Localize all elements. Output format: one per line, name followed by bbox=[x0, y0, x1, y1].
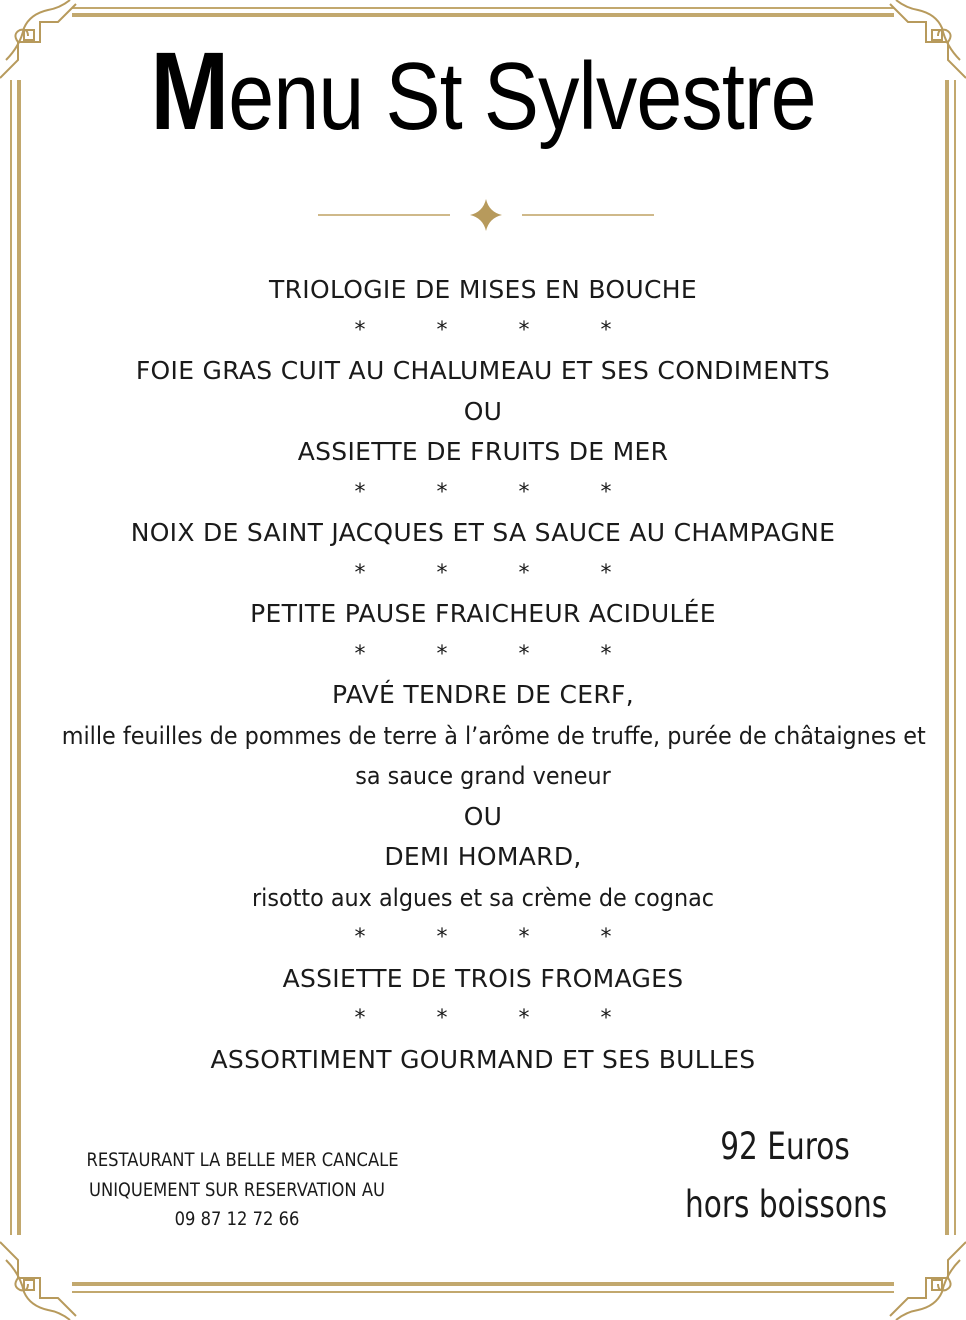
ornament-corner-icon bbox=[890, 1242, 966, 1320]
course-demi-homard-description: risotto aux algues et sa crème de cognac bbox=[251, 883, 715, 912]
asterisk-icon: * bbox=[518, 560, 530, 586]
asterisk-icon: * bbox=[518, 641, 530, 667]
page-title bbox=[68, 28, 899, 155]
phone-number: 09 87 12 72 66 bbox=[174, 1208, 300, 1230]
course-fromages: ASSIETTE DE TROIS FROMAGES bbox=[282, 963, 684, 993]
or-label: OU bbox=[463, 396, 503, 426]
course-pause-fraicheur: PETITE PAUSE FRAICHEUR ACIDULÉE bbox=[250, 599, 716, 628]
asterisk-icon: * bbox=[600, 317, 612, 343]
course-mises-en-bouche: TRIOLOGIE DE MISES EN BOUCHE bbox=[269, 275, 697, 304]
asterisk-icon: * bbox=[600, 641, 612, 667]
asterisk-icon: * bbox=[436, 479, 448, 505]
title-divider bbox=[318, 198, 654, 232]
asterisk-icon: * bbox=[354, 317, 366, 343]
course-pave-cerf-description-cont: sa sauce grand veneur bbox=[355, 762, 611, 790]
course-assortiment-gourmand: ASSORTIMENT GOURMAND ET SES BULLES bbox=[210, 1044, 756, 1074]
separator bbox=[30, 635, 936, 676]
asterisk-icon: * bbox=[436, 560, 448, 586]
asterisk-icon: * bbox=[354, 560, 366, 586]
separator bbox=[30, 999, 936, 1040]
asterisk-icon: * bbox=[436, 925, 448, 950]
separator bbox=[30, 918, 936, 959]
asterisk-icon: * bbox=[436, 317, 448, 343]
course-pave-cerf: PAVÉ TENDRE DE CERF, bbox=[332, 680, 634, 709]
asterisk-icon: * bbox=[518, 925, 530, 950]
course-pave-cerf-description: mille feuilles de pommes de terre à l’arôme de truffe, purée de châtaignes et bbox=[61, 721, 926, 750]
asterisk-icon: * bbox=[600, 1006, 612, 1031]
ornament-corner-icon bbox=[890, 0, 966, 78]
course-foie-gras: FOIE GRAS CUIT AU CHALUMEAU ET SES CONDIMENTS bbox=[135, 356, 831, 385]
restaurant-name: RESTAURANT LA BELLE MER CANCALE bbox=[86, 1149, 399, 1171]
asterisk-icon: * bbox=[518, 479, 530, 505]
separator bbox=[30, 311, 936, 352]
price-note: hors boissons bbox=[685, 1183, 888, 1226]
asterisk-icon: * bbox=[600, 479, 612, 505]
menu-list bbox=[30, 270, 936, 1080]
course-demi-homard: DEMI HOMARD, bbox=[384, 842, 582, 871]
separator bbox=[30, 554, 936, 595]
separator bbox=[30, 473, 936, 514]
title-rest: enu St Sylvestre bbox=[228, 43, 816, 150]
price-block bbox=[685, 1118, 888, 1234]
four-point-star-icon bbox=[470, 199, 502, 231]
price: 92 Euros bbox=[720, 1125, 850, 1168]
asterisk-icon: * bbox=[354, 925, 366, 950]
asterisk-icon: * bbox=[436, 1006, 448, 1031]
asterisk-icon: * bbox=[354, 479, 366, 505]
asterisk-icon: * bbox=[354, 641, 366, 667]
asterisk-icon: * bbox=[600, 560, 612, 586]
restaurant-info bbox=[86, 1146, 399, 1235]
ornament-corner-icon bbox=[0, 1242, 76, 1320]
asterisk-icon: * bbox=[354, 1006, 366, 1031]
asterisk-icon: * bbox=[518, 1006, 530, 1031]
ornament-corner-icon bbox=[0, 0, 76, 78]
reservation-note: UNIQUEMENT SUR RESERVATION AU bbox=[89, 1178, 385, 1201]
or-label: OU bbox=[463, 801, 503, 831]
title-initial: M bbox=[150, 30, 229, 153]
asterisk-icon: * bbox=[518, 317, 530, 343]
course-saint-jacques: NOIX DE SAINT JACQUES ET SA SAUCE AU CHAMPAGNE bbox=[130, 518, 836, 547]
course-fruits-de-mer: ASSIETTE DE FRUITS DE MER bbox=[297, 437, 669, 466]
asterisk-icon: * bbox=[436, 641, 448, 667]
asterisk-icon: * bbox=[600, 925, 612, 950]
